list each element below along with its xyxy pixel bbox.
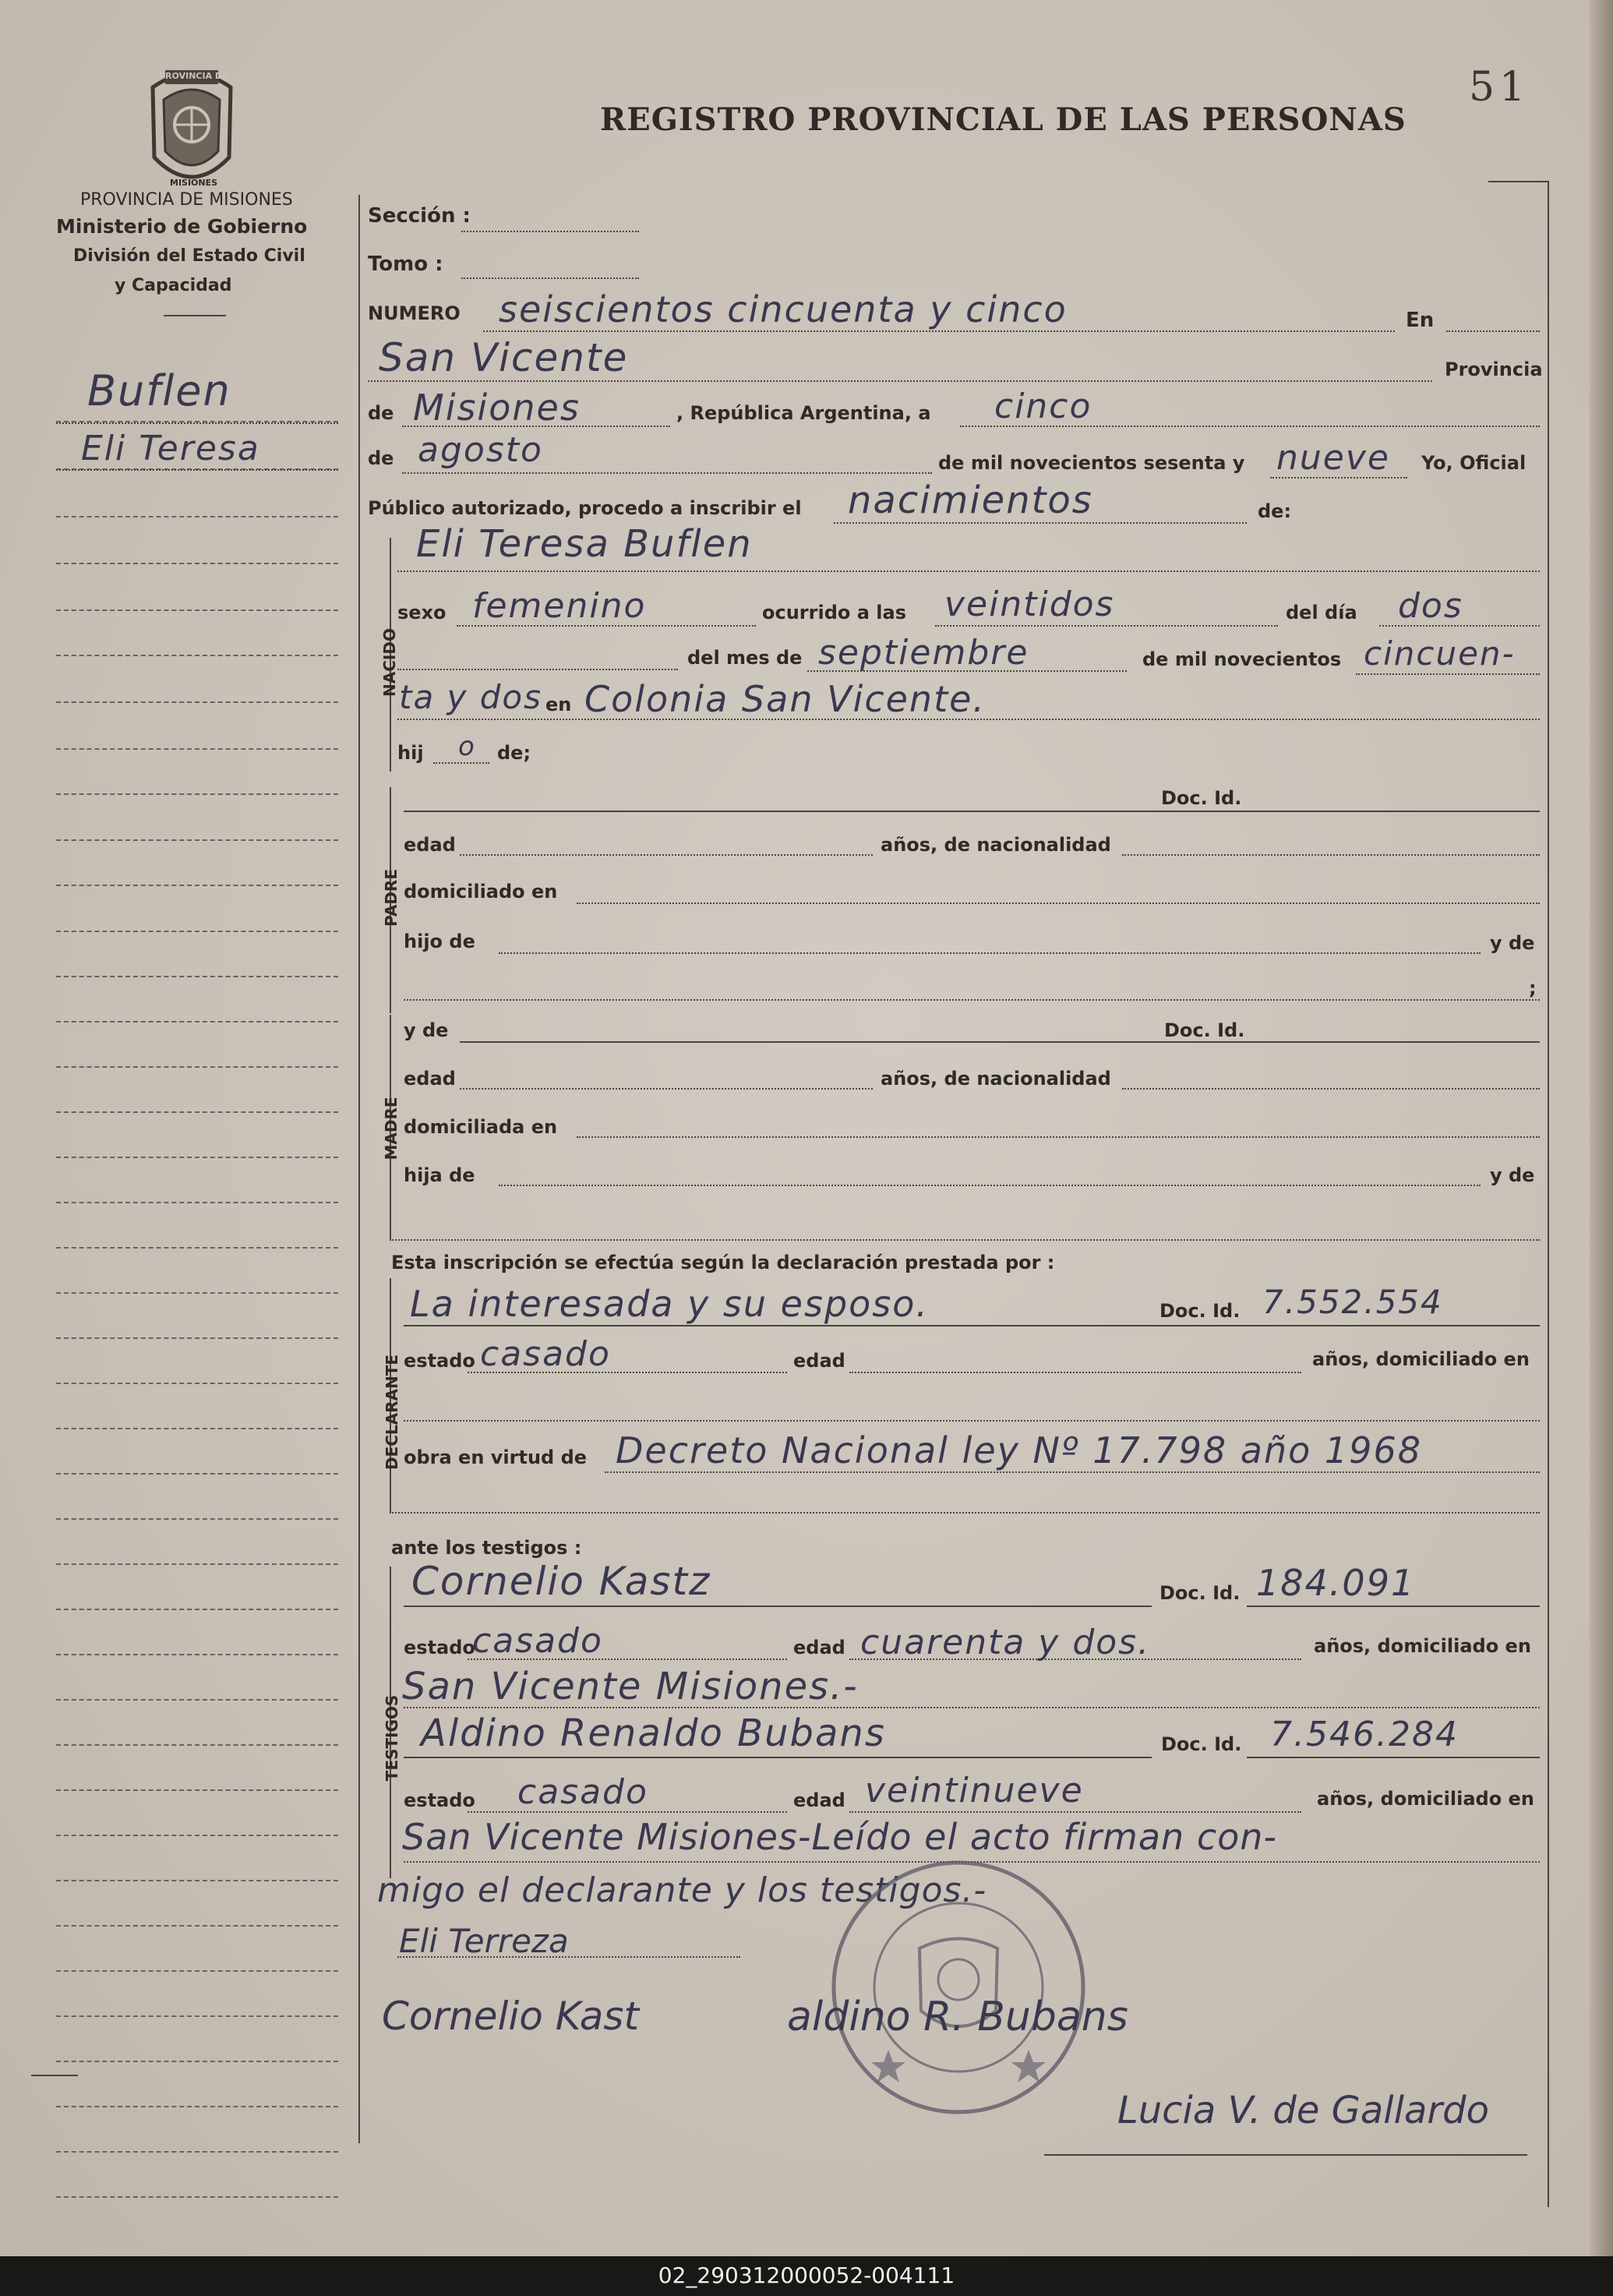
testigo2-nombre-line <box>404 1757 1152 1758</box>
madre-hija-de-line <box>499 1185 1481 1186</box>
padre-hijo-de-label: hijo de <box>404 931 475 952</box>
padre-section-label: PADRE <box>382 869 401 927</box>
testigo1-domicilio-value: San Vicente Misiones.- <box>402 1665 859 1708</box>
testigo2-doc-value: 7.546.284 <box>1270 1715 1459 1754</box>
testigo1-estado-value: casado <box>472 1621 603 1661</box>
org-division: División del Estado Civil <box>73 246 305 266</box>
margin-given-names: Eli Teresa <box>81 429 260 468</box>
testigo1-domiciliado-label: años, domiciliado en <box>1314 1635 1531 1657</box>
madre-doc-label: Doc. Id. <box>1164 1019 1245 1041</box>
testigo1-nombre-line <box>404 1605 1152 1607</box>
del-dia-label: del día <box>1286 602 1357 623</box>
testigo1-nombre: Cornelio Kastz <box>411 1559 711 1604</box>
padre-doc-label: Doc. Id. <box>1161 787 1242 809</box>
testigo1-doc-label: Doc. Id. <box>1159 1582 1241 1604</box>
ocurrido-label: ocurrido a las <box>762 602 906 623</box>
de-colon-label: de: <box>1258 500 1292 522</box>
nacido-mil-novecientos-label: de mil novecientos <box>1142 648 1342 670</box>
padre-edad-label: edad <box>404 834 456 856</box>
frame-top-right <box>1488 181 1548 182</box>
margin-surname: Buflen <box>87 366 231 415</box>
declarante-edad-line <box>849 1372 1301 1373</box>
seccion-label: Sección : <box>368 204 471 228</box>
signature-1: Eli Terreza <box>399 1922 569 1960</box>
margin-name-line-1 <box>56 422 338 424</box>
nacido-dia-line <box>1379 625 1540 627</box>
document-title: REGISTRO PROVINCIAL DE LAS PERSONAS <box>600 101 1407 138</box>
testigo2-estado-line <box>468 1811 787 1813</box>
padre-domiciliado-line <box>577 903 1540 904</box>
nacido-mes-line <box>807 670 1127 672</box>
nacido-lugar-line <box>397 719 1540 720</box>
tomo-line <box>461 277 639 279</box>
signature-4-line <box>1044 2154 1527 2156</box>
testigos-label: ante los testigos : <box>391 1537 582 1559</box>
testigo2-edad-label: edad <box>793 1789 845 1811</box>
testigo1-edad-value: cuarenta y dos. <box>860 1623 1151 1662</box>
declarante-nombre-line <box>404 1325 1540 1326</box>
testigo2-edad-value: veintinueve <box>865 1771 1084 1810</box>
padre-hijo-de-line <box>499 952 1481 954</box>
page-number: 51 <box>1469 64 1530 111</box>
yo-oficial-label: Yo, Oficial <box>1421 452 1527 474</box>
nacido-nombre: Eli Teresa Buflen <box>416 522 753 566</box>
madre-domiciliada-label: domiciliada en <box>404 1116 558 1138</box>
madre-domiciliada-line <box>577 1136 1540 1138</box>
seal-top-text: PROVINCIA DE <box>159 71 228 81</box>
file-id: 02_290312000052-004111 <box>658 2262 955 2288</box>
testigo1-doc-line <box>1247 1605 1540 1607</box>
padre-nacionalidad-label: años, de nacionalidad <box>881 834 1111 856</box>
lugar-value: San Vicente <box>379 335 629 380</box>
provincia-value: Misiones <box>413 387 581 429</box>
madre-edad-label: edad <box>404 1068 456 1090</box>
madre-close-line <box>390 1239 1540 1241</box>
declarante-estado-value: casado <box>480 1334 611 1374</box>
testigo2-doc-label: Doc. Id. <box>1161 1733 1242 1755</box>
sexo-value: femenino <box>472 586 647 626</box>
testigo1-doc-value: 184.091 <box>1256 1562 1416 1604</box>
de-label: de <box>368 402 394 424</box>
right-frame-line <box>1548 181 1549 2207</box>
margin-name-line-2 <box>56 469 338 471</box>
mil-novecientos-label: de mil novecientos sesenta y <box>938 452 1245 474</box>
official-stamp-icon <box>826 1855 1091 2120</box>
testigo1-estado-line <box>468 1658 787 1660</box>
madre-section-label: MADRE <box>382 1097 401 1160</box>
org-capacity: y Capacidad <box>115 276 232 295</box>
madre-nacionalidad-line <box>1122 1088 1540 1090</box>
testigo1-edad-label: edad <box>793 1637 845 1658</box>
hijo-de-label: de; <box>497 742 531 764</box>
signature-4: Lucia V. de Gallardo <box>1117 2089 1489 2132</box>
publico-label: Público autorizado, procedo a inscribir el <box>368 497 802 519</box>
padre-semicolon: ; <box>1529 977 1537 999</box>
dia-value: cinco <box>994 387 1092 426</box>
anio-line <box>1270 477 1407 479</box>
seccion-line <box>461 231 639 232</box>
sexo-line <box>457 625 756 627</box>
org-ministry: Ministerio de Gobierno <box>56 215 308 238</box>
hora-line <box>935 625 1278 627</box>
declarante-domiciliado-label: años, domiciliado en <box>1312 1348 1530 1370</box>
madre-hija-de-label: hija de <box>404 1164 475 1186</box>
mes-value: agosto <box>418 430 543 470</box>
declarante-domicilio-line <box>404 1420 1540 1422</box>
mes-prefix-line <box>397 669 678 670</box>
obra-line <box>605 1471 1540 1473</box>
lugar-line <box>368 380 1432 382</box>
declarante-estado-label: estado <box>404 1350 475 1372</box>
org-province: PROVINCIA DE MISIONES <box>80 190 293 210</box>
provincia-label: Provincia <box>1445 359 1543 380</box>
nacido-lugar-value: Colonia San Vicente. <box>584 678 987 720</box>
margin-dash-mark <box>31 2075 78 2076</box>
nacido-dia-value: dos <box>1398 586 1463 626</box>
padre-y-de-label: y de <box>1490 932 1535 954</box>
republica-label: , República Argentina, a <box>676 402 931 424</box>
madre-nombre-line <box>460 1041 1540 1043</box>
testigo1-edad-line <box>849 1658 1301 1660</box>
signature-1-line <box>397 1956 740 1958</box>
testigo2-domicilio-value: San Vicente Misiones-Leído el acto firman con- <box>402 1816 1278 1858</box>
org-divider <box>164 315 226 316</box>
declarante-estado-line <box>468 1372 787 1373</box>
madre-edad-line <box>460 1088 873 1090</box>
testigo2-edad-line <box>849 1811 1301 1813</box>
obra-label: obra en virtud de <box>404 1446 588 1468</box>
signature-2: Cornelio Kast <box>382 1994 640 2039</box>
testigo1-domicilio-line <box>404 1707 1540 1708</box>
testigo2-estado-value: casado <box>517 1772 648 1812</box>
testigo2-doc-line <box>1247 1757 1540 1758</box>
padre-nombre-line <box>404 811 1540 812</box>
madre-nacionalidad-label: años, de nacionalidad <box>881 1068 1111 1090</box>
madre-y-de-label-2: y de <box>1490 1164 1535 1186</box>
obra-value: Decreto Nacional ley Nº 17.798 año 1968 <box>616 1429 1422 1471</box>
numero-value: seiscientos cincuenta y cinco <box>499 288 1068 330</box>
acto-value: nacimientos <box>848 479 1093 522</box>
declarante-edad-label: edad <box>793 1350 845 1372</box>
signature-3: aldino R. Bubans <box>787 1994 1128 2040</box>
del-mes-label: del mes de <box>687 647 803 669</box>
en-label: En <box>1406 309 1435 332</box>
declarante-doc-value: 7.552.554 <box>1262 1283 1443 1321</box>
testigo2-estado-label: estado <box>404 1789 475 1811</box>
page-edge <box>1590 0 1613 2256</box>
nacido-mes-value: septiembre <box>818 633 1029 673</box>
hora-value: veintidos <box>944 585 1115 624</box>
declarante-doc-label: Doc. Id. <box>1159 1300 1241 1322</box>
declarante-close-line <box>390 1512 1540 1514</box>
provincia-line <box>402 426 670 427</box>
mes-line <box>402 472 932 474</box>
hijo-label: hij <box>397 742 424 764</box>
numero-label: NUMERO <box>368 302 461 324</box>
padre-edad-line <box>460 854 873 856</box>
anio-value: nueve <box>1276 438 1390 478</box>
testigo1-estado-label: estado <box>404 1637 475 1658</box>
testigo2-domiciliado-label: años, domiciliado en <box>1317 1788 1534 1810</box>
nacido-nombre-line <box>397 570 1540 572</box>
coat-of-arms-icon <box>137 64 246 189</box>
tomo-label: Tomo : <box>368 253 443 276</box>
acto-line <box>834 522 1247 524</box>
en-line <box>1446 330 1540 332</box>
de-label-2: de <box>368 447 394 469</box>
hijo-value: o <box>458 731 476 762</box>
numero-line <box>483 330 1395 332</box>
padre-domiciliado-label: domiciliado en <box>404 881 558 903</box>
testigos-section-label: TESTIGOS <box>383 1694 401 1782</box>
nacido-section-label: NACIDO <box>380 628 399 697</box>
nacido-anio-line <box>1356 673 1540 675</box>
padre-nacionalidad-line <box>1122 854 1540 856</box>
seal-bottom-text: MISIONES <box>170 178 218 188</box>
sexo-label: sexo <box>397 602 446 623</box>
left-frame-line <box>358 195 360 2143</box>
testigo2-nombre: Aldino Renaldo Bubans <box>421 1711 886 1755</box>
hijo-line <box>433 762 489 764</box>
declarante-section-label: DECLARANTE <box>383 1354 401 1471</box>
nacido-anio-value-2: ta y dos <box>399 678 542 716</box>
nacido-anio-value-1: cincuen- <box>1364 634 1516 673</box>
padre-extra-line <box>404 999 1540 1001</box>
declaracion-label: Esta inscripción se efectúa según la declaración prestada por : <box>391 1252 1055 1273</box>
madre-y-de-label: y de <box>404 1019 449 1041</box>
nacido-en-label: en <box>545 694 572 715</box>
dia-line <box>960 426 1540 427</box>
declarante-nombre: La interesada y su esposo. <box>410 1283 930 1325</box>
cierre-value: migo el declarante y los testigos.- <box>377 1870 987 1910</box>
